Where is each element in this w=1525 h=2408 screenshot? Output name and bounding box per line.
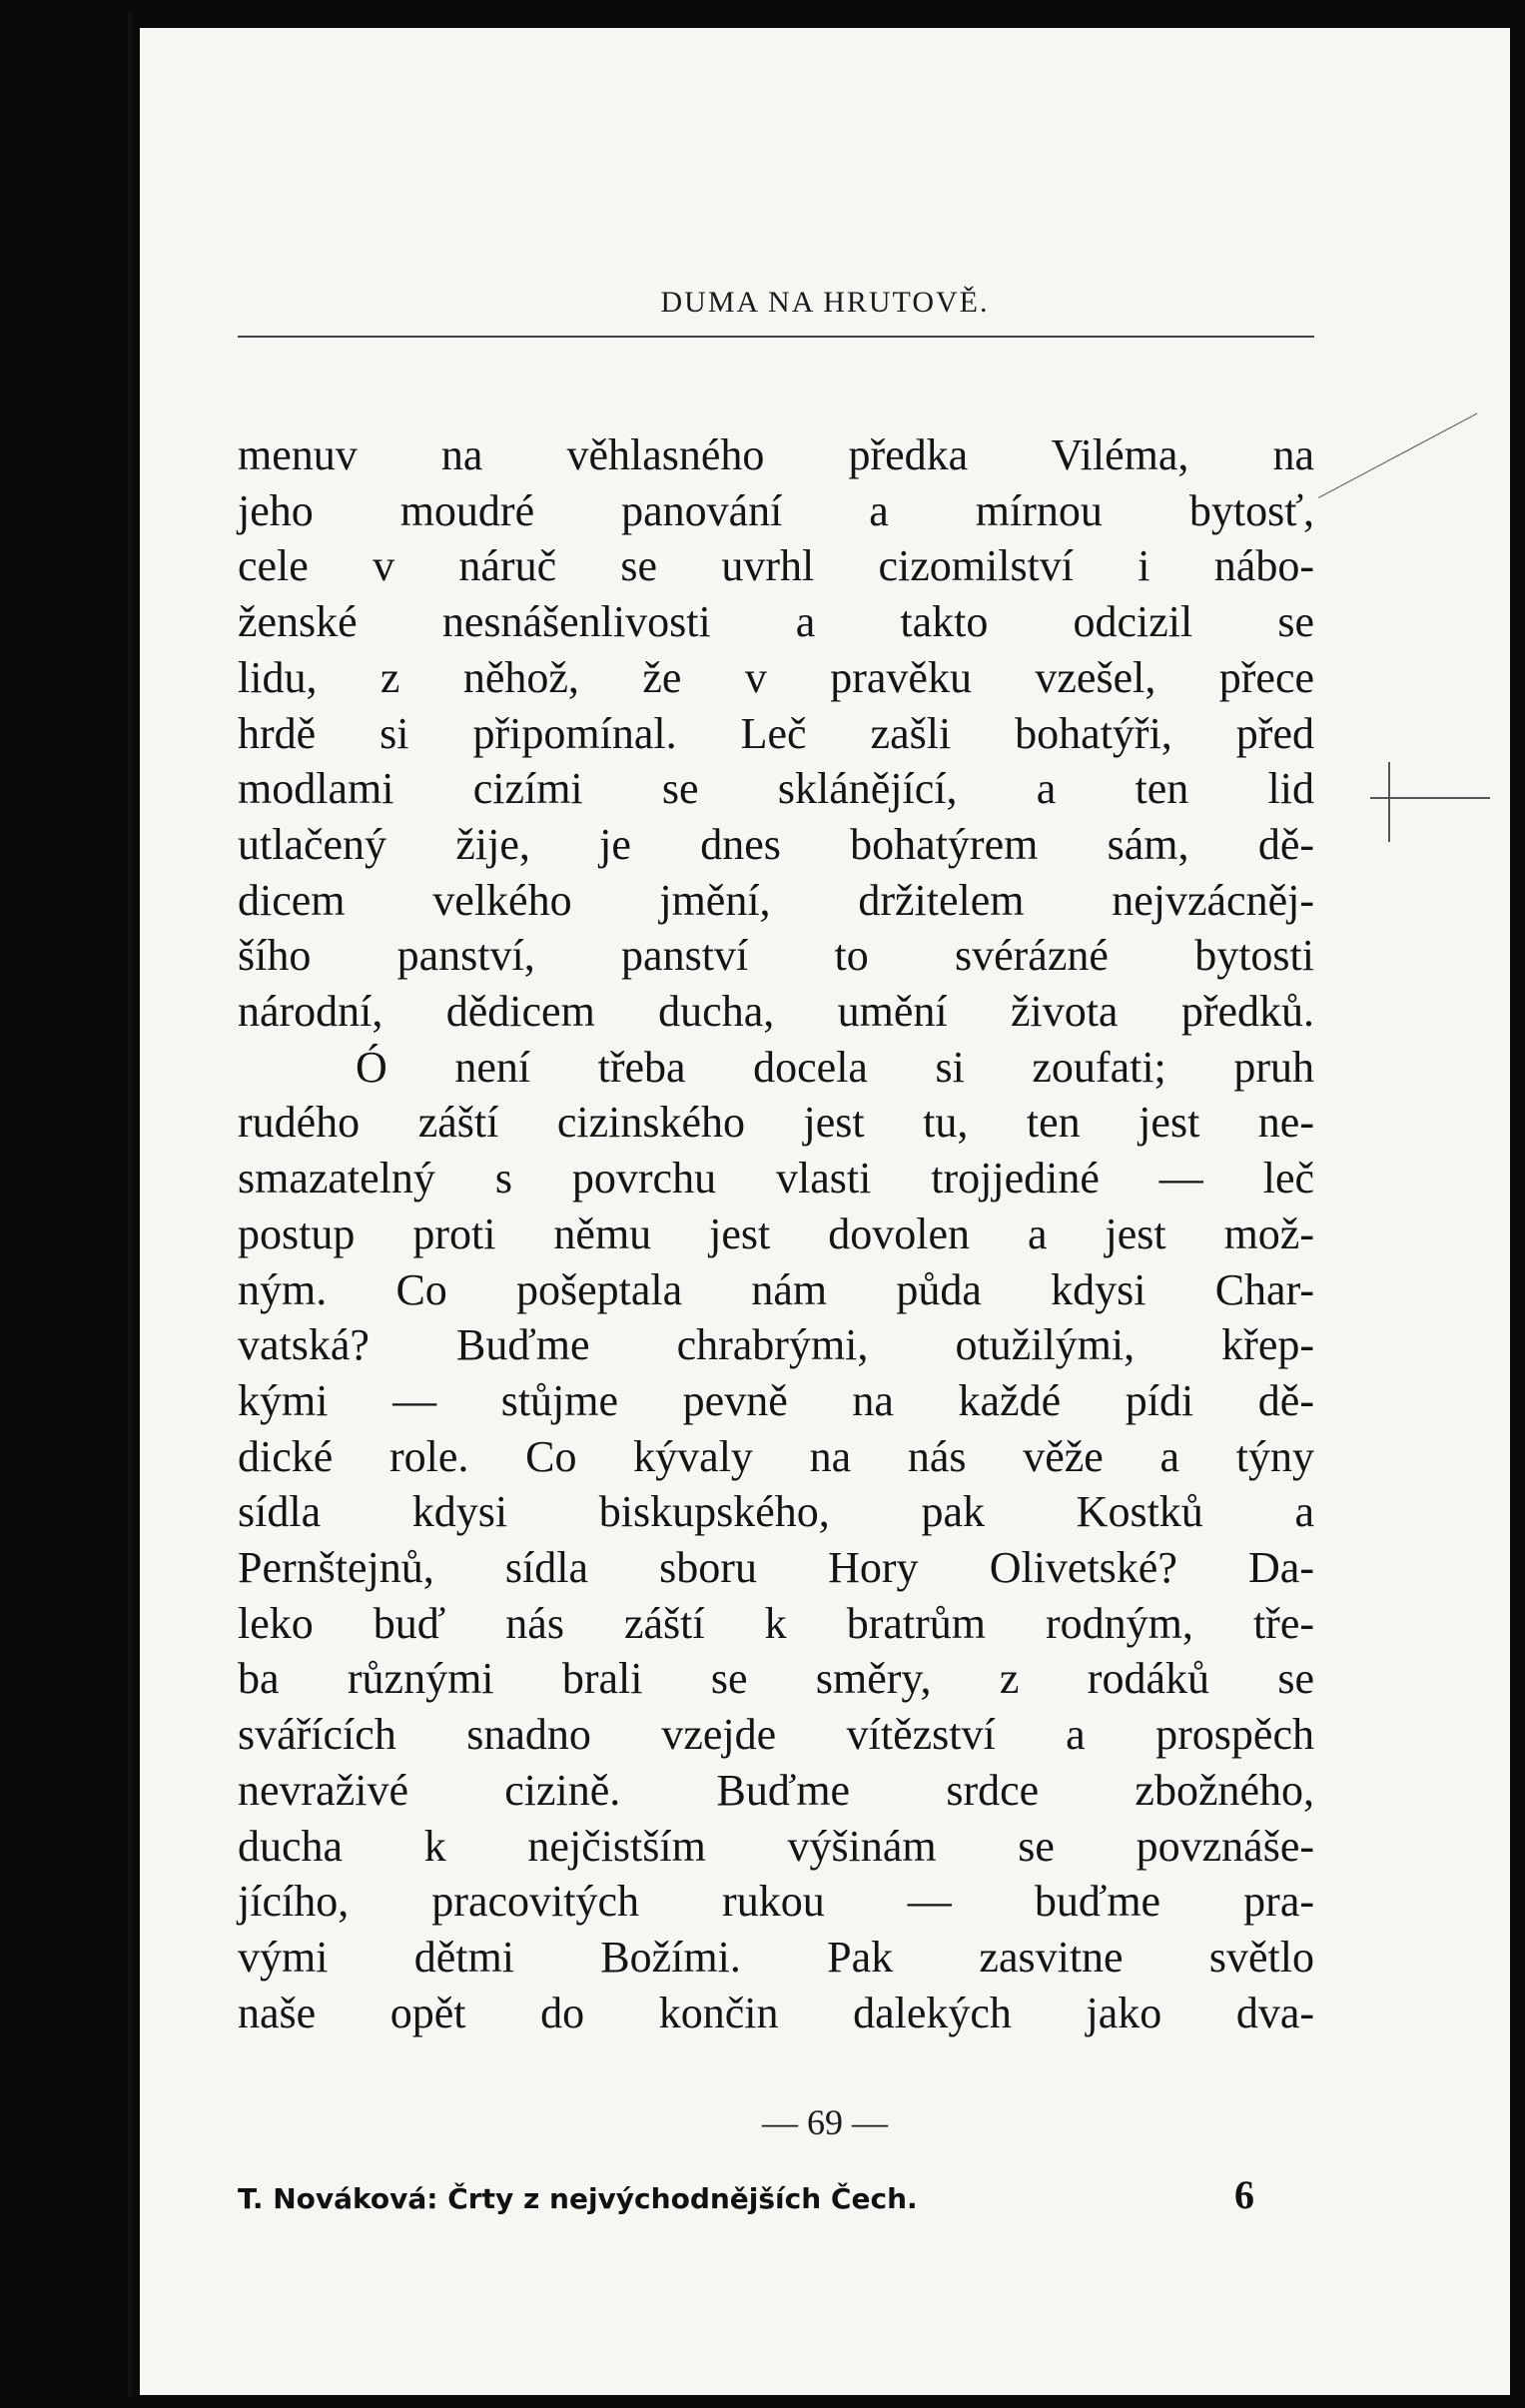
text-line: dické role. Co kývaly na nás věže a týny (238, 1431, 1314, 1481)
text-line: šího panství, panství to svérázné bytosti (238, 931, 1314, 981)
running-head: DUMA NA HRUTOVĚ. (660, 286, 990, 319)
book-page (140, 28, 1510, 2395)
text-line: leko buď nás záští k bratrům rodným, tře- (238, 1598, 1314, 1648)
text-line: ženské nesnášenlivosti a takto odcizil se (238, 597, 1314, 647)
body-text (238, 427, 1314, 2040)
text-line: národní, dědicem ducha, umění života předků. (238, 987, 1314, 1037)
page-number: — 69 — (762, 2102, 888, 2142)
text-line: utlačený žije, je dnes bohatýrem sám, dě- (238, 819, 1314, 869)
text-line: jeho moudré panování a mírnou bytosť, (238, 485, 1314, 535)
binding-gutter (128, 10, 132, 2397)
margin-pencil-mark (1318, 412, 1477, 497)
text-line: lidu, z něhož, že v pravěku vzešel, přece (238, 652, 1314, 702)
margin-pencil-mark (1388, 762, 1390, 842)
text-line: ducha k nejčistším výšinám se povznáše- (238, 1821, 1314, 1871)
text-line: svářících snadno vzejde vítězství a prospěch (238, 1710, 1314, 1760)
text-line: postup proti němu jest dovolen a jest mož- (238, 1208, 1314, 1258)
text-line: sídla kdysi biskupského, pak Kostků a (238, 1487, 1314, 1537)
text-line: dicem velkého jmění, držitelem nejvzácněj- (238, 875, 1314, 925)
text-line: rudého záští cizinského jest tu, ten jest ne- (238, 1098, 1314, 1148)
text-line: naše opět do končin dalekých jako dva- (238, 1988, 1314, 2037)
text-line: menuv na věhlasného předka Viléma, na (238, 430, 1314, 479)
text-line: Pernštejnů, sídla sboru Hory Olivetské? Da- (238, 1543, 1314, 1593)
text-line: ným. Co pošeptala nám půda kdysi Char- (238, 1264, 1314, 1314)
text-line: jícího, pracovitých rukou — buďme pra- (238, 1877, 1314, 1927)
footer-imprint: T. Nováková: Črty z nejvýchodnějších Čech. (238, 2182, 918, 2215)
text-line: modlami cizími se sklánějící, a ten lid (238, 764, 1314, 814)
header-rule (238, 336, 1314, 338)
text-line: vými dětmi Božími. Pak zasvitne světlo (238, 1932, 1314, 1982)
text-line: ba různými brali se směry, z rodáků se (238, 1654, 1314, 1704)
text-line: cele v náruč se uvrhl cizomilství i nábo- (238, 541, 1314, 591)
signature-mark: 6 (1234, 2172, 1254, 2217)
page-footer (238, 2171, 1314, 2218)
text-line: smazatelný s povrchu vlasti trojjediné — leč (238, 1154, 1314, 1204)
text-line: nevraživé cizině. Buďme srdce zbožného, (238, 1765, 1314, 1815)
text-line: kými — stůjme pevně na každé pídi dě- (238, 1375, 1314, 1425)
text-line: hrdě si připomínal. Leč zašli bohatýři, před (238, 708, 1314, 758)
paragraph-start-line: Ó není třeba docela si zoufati; pruh (356, 1042, 1314, 1092)
text-line: vatská? Buďme chrabrými, otužilými, křep- (238, 1320, 1314, 1370)
